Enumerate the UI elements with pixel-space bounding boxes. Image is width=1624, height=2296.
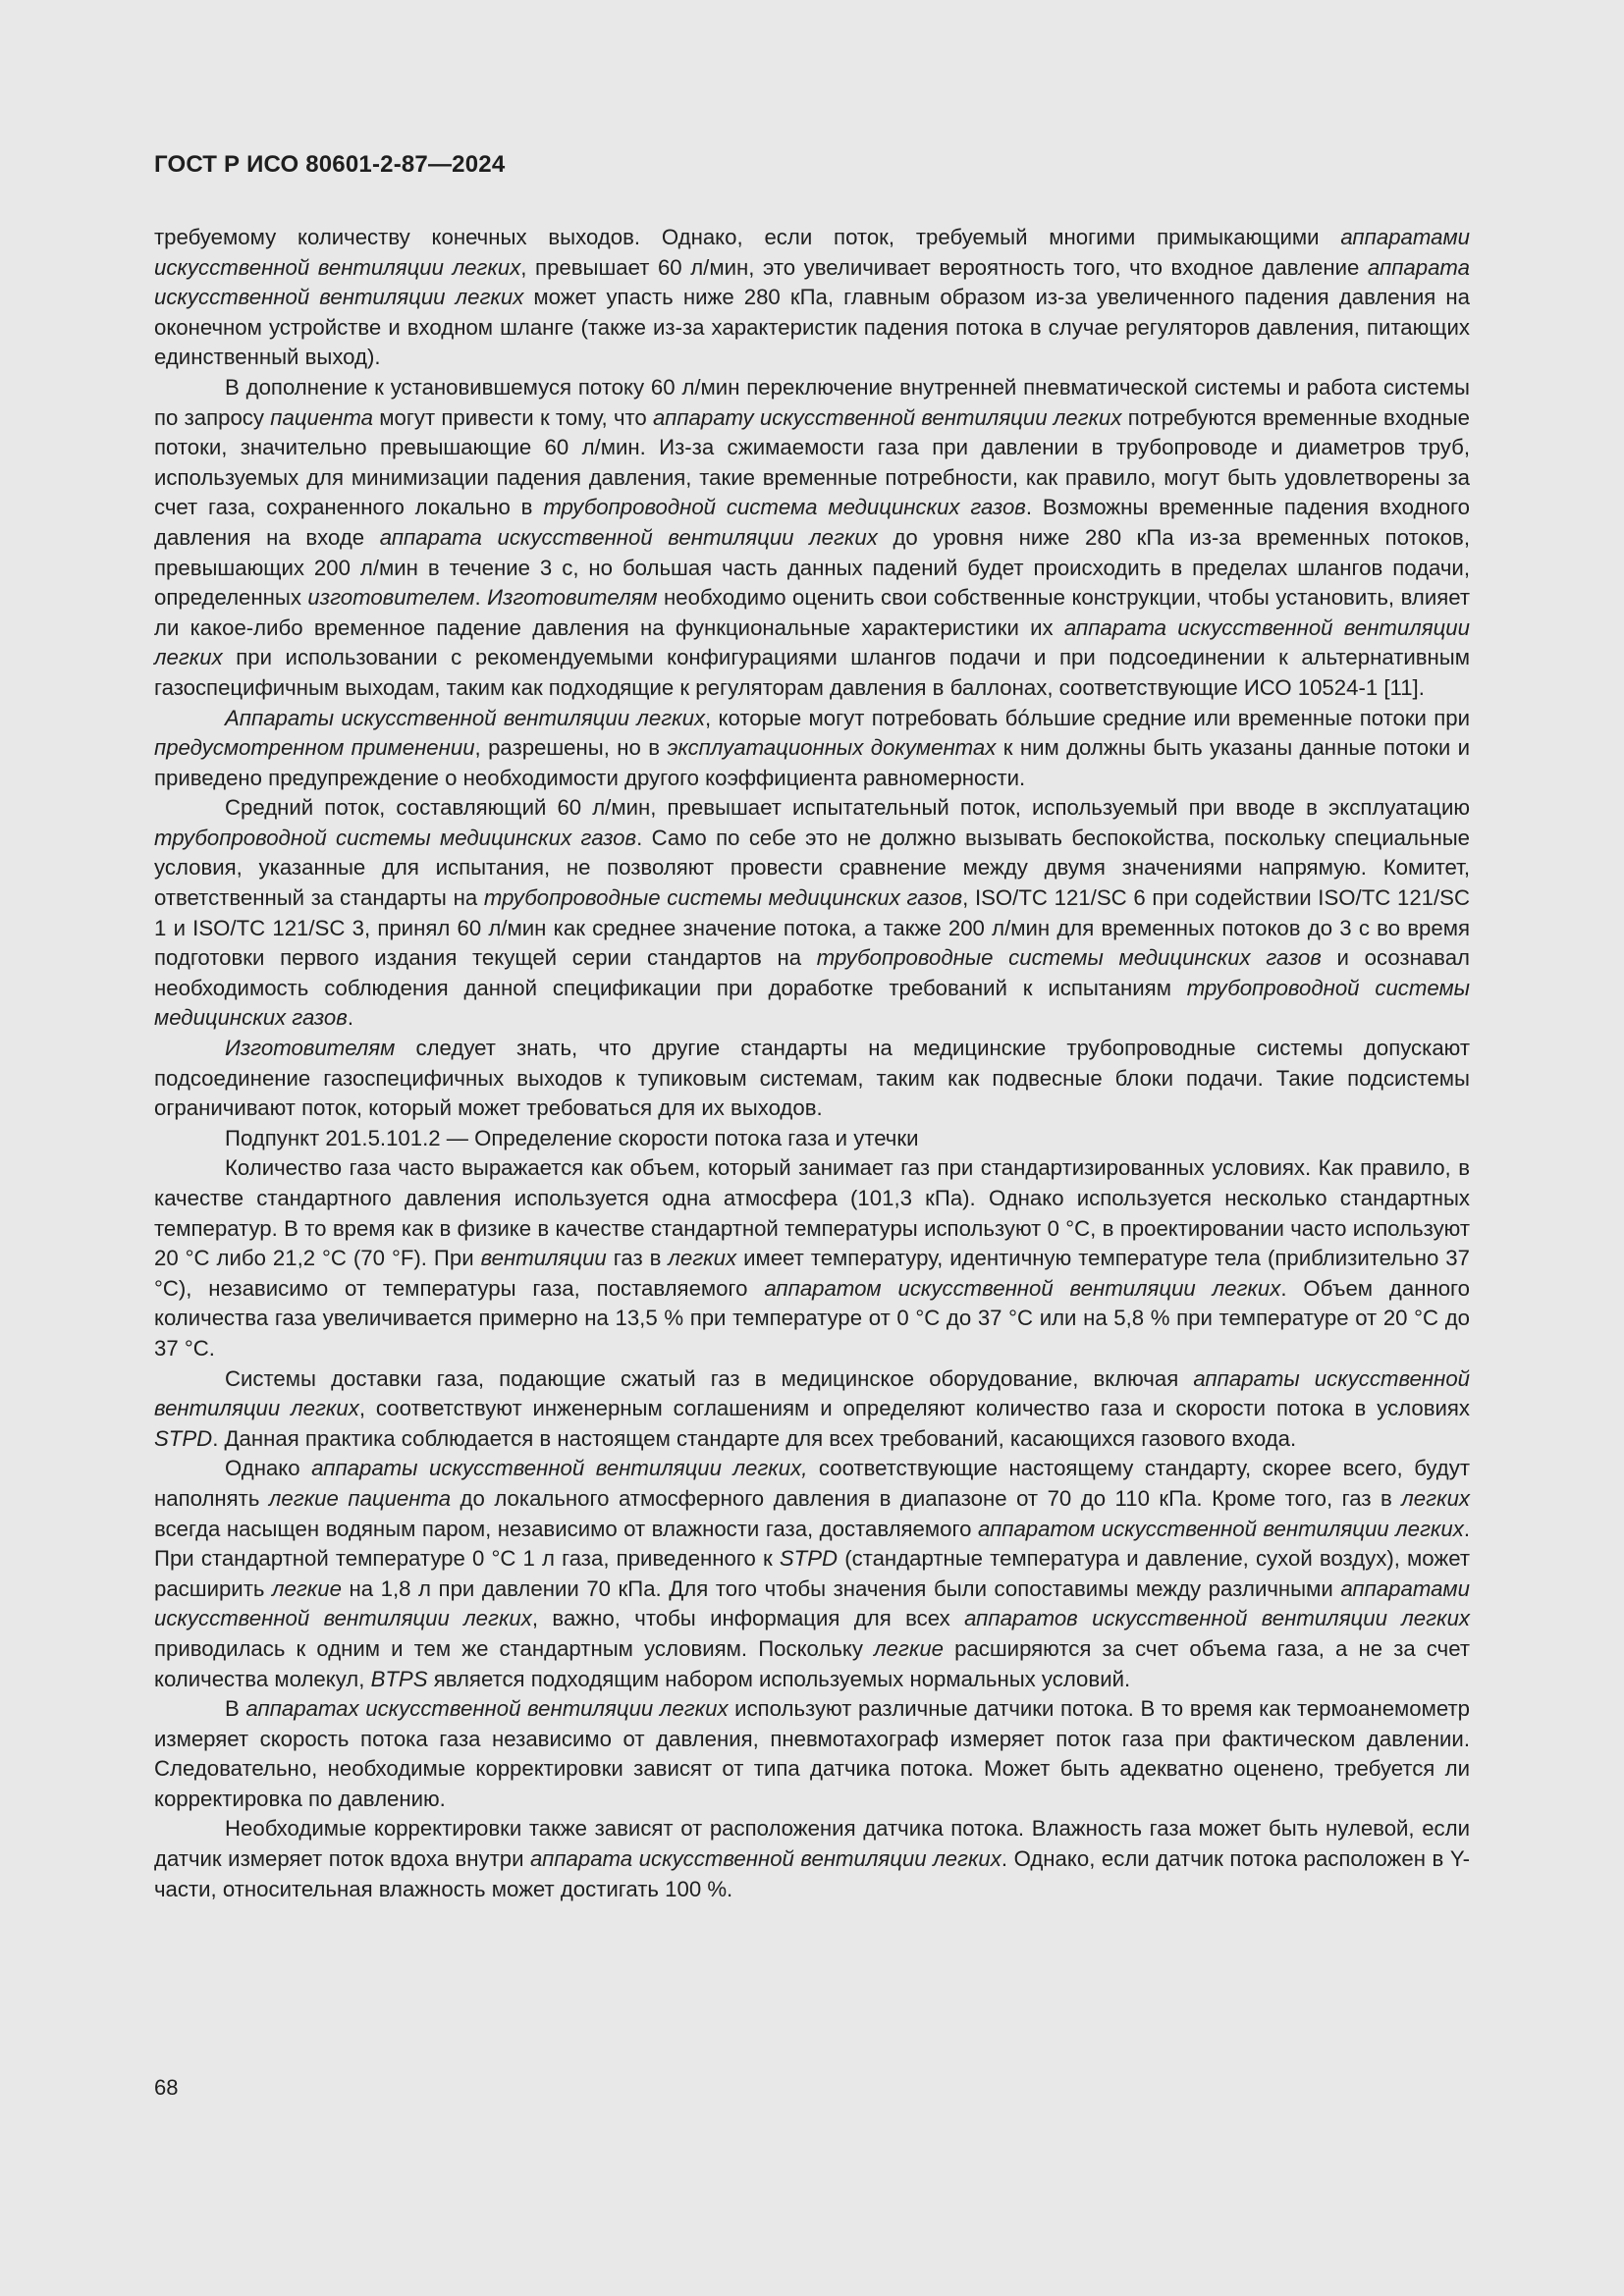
- text-run: В дополнение к установившемуся потоку 60 л/мин переключение внутренней пневматической системы и работа системы по запросу: [154, 374, 1470, 430]
- italic-term: изготовителем: [307, 585, 475, 611]
- text-run: Подпункт 201.5.101.2 — Определение скорости потока газа и утечки: [225, 1125, 919, 1150]
- italic-term: аппарата искусственной вентиляции легких: [530, 1846, 1001, 1872]
- text-run: к ним должны быть указаны данные потоки и приведено предупреждение о необходимости другого коэффициента равномерности.: [154, 735, 1470, 790]
- text-run: . Объем данного количества газа увеличивается примерно на 13,5 % при температуре от 0 °С до 37 °С или на 5,8 % при температуре от 20 °С до 37 °С.: [154, 1275, 1470, 1361]
- italic-term: Аппараты искусственной вентиляции легких: [225, 705, 706, 730]
- text-run: при использовании с рекомендуемыми конфигурациями шлангов подачи и при подсоединении к альтернативным газоспецифичным выходам, таким как подходящие к регуляторам давления в баллонах, соответствующие ИСО 10524-1 [11].: [154, 645, 1470, 700]
- text-run: используют различные датчики потока. В то время как термоанемометр измеряет скорость потока газа независимо от давления, пневмотахограф измеряет поток газа при фактическом давлении. Следовательно, необходимые корректировки зависят от типа датчика потока. Может быть адекватно оценено, требуется ли корректировка по давлению.: [154, 1696, 1470, 1811]
- paragraph: [154, 704, 1470, 794]
- text-run: (стандартные температура и давление, сухой воздух), может расширить: [154, 1546, 1471, 1601]
- italic-term: Изготовителям: [225, 1036, 396, 1061]
- text-run: , соответствуют инженерным соглашениям и определяют количество газа и скорости потока в условиях: [358, 1396, 1470, 1421]
- text-run: требуемому количеству конечных выходов. Однако, если поток, требуемый многими примыкающими: [154, 225, 1341, 249]
- page-number: 68: [154, 2075, 179, 2100]
- italic-term: пациента: [270, 404, 373, 430]
- italic-term: аппарата искусственной вентиляции легких: [154, 614, 1470, 670]
- text-run: Количество газа часто выражается как объем, который занимает газ при стандартизированных условиях. Как правило, в качестве стандартного давления используется одна атмосфера (101,3 кПа). Однако используется несколько стандартных температур. В то время как в физике в качестве стандартной температуры используют 0 °С, в проектировании часто используют 20 °С либо 21,2 °С (70 °F). При: [154, 1155, 1470, 1271]
- document-body: [154, 223, 1470, 1904]
- text-run: следует знать, что другие стандарты на медицинские трубопроводные системы допускают подсоединение газоспецифичных выходов к тупиковым системам, таким как подвесные блоки подачи. Такие подсистемы ограничивают поток, который может требоваться для их выходов.: [154, 1036, 1470, 1121]
- paragraph: [154, 223, 1470, 373]
- text-run: необходимо оценить свои собственные конструкции, чтобы установить, влияет ли какое-либо временное падение давления на функциональные характеристики их: [154, 585, 1470, 640]
- italic-term: STPD: [779, 1546, 839, 1572]
- paragraph: [154, 1814, 1470, 1904]
- italic-term: аппараты искусственной вентиляции легких,: [311, 1456, 808, 1481]
- text-run: . Однако, если датчик потока расположен в Y-части, относительная влажность может достигать 100 %.: [154, 1846, 1470, 1901]
- paragraph: [154, 1034, 1470, 1124]
- text-run: .: [474, 585, 488, 611]
- text-run: , разрешены, но в: [474, 735, 668, 761]
- italic-term: BTPS: [370, 1666, 428, 1691]
- text-run: до локального атмосферного давления в диапазоне от 70 до 110 кПа. Кроме того, газ в: [451, 1485, 1402, 1511]
- italic-term: аппарата искусственной вентиляции легких: [154, 254, 1471, 310]
- italic-term: легких: [1401, 1485, 1471, 1511]
- paragraph: [154, 373, 1470, 704]
- text-run: .: [347, 1005, 354, 1031]
- text-run: до уровня ниже 280 кПа из-за временных потоков, превышающих 200 л/мин в течение 3 с, но большая часть данных падений будет происходить в пределах шлангов подачи, определенных: [154, 524, 1470, 611]
- italic-term: вентиляции: [480, 1246, 607, 1271]
- text-run: потребуются временные входные потоки, значительно превышающие 60 л/мин. Из-за сжимаемости газа при давлении в трубопроводе и диаметров труб, используемых для минимизации падения давления, такие временные потребности, как правило, могут быть удовлетворены за счет газа, сохраненного локально в: [154, 404, 1471, 520]
- paragraph: [154, 1364, 1470, 1455]
- text-run: соответствующие настоящему стандарту, скорее всего, будут наполнять: [154, 1456, 1470, 1511]
- text-run: , важно, чтобы информация для всех: [531, 1606, 965, 1631]
- italic-term: трубопроводной система медицинских газов: [543, 495, 1026, 520]
- text-run: могут привести к тому, что: [372, 404, 654, 430]
- italic-term: трубопроводной системы медицинских газов: [154, 825, 637, 850]
- italic-term: аппарату искусственной вентиляции легких: [653, 404, 1122, 430]
- paragraph: [154, 1124, 1470, 1154]
- text-run: . При стандартной температуре 0 °С 1 л газа, приведенного к: [154, 1516, 1470, 1572]
- text-run: , которые могут потребовать бóльшие средние или временные потоки при: [705, 705, 1470, 730]
- text-run: Средний поток, составляющий 60 л/мин, превышает испытательный поток, используемый при вводе в эксплуатацию: [225, 795, 1470, 821]
- italic-term: легкие: [874, 1635, 944, 1661]
- text-run: имеет температуру, идентичную температуре тела (приблизительно 37 °С), независимо от температуры газа, поставляемого: [154, 1246, 1470, 1301]
- italic-term: трубопроводные системы медицинских газов: [483, 885, 963, 911]
- italic-term: аппараты искусственной вентиляции легких: [154, 1365, 1470, 1421]
- text-run: приводилась к одним и тем же стандартным условиям. Поскольку: [154, 1635, 875, 1661]
- italic-term: эксплуатационных документах: [667, 735, 997, 761]
- text-run: является подходящим набором используемых нормальных условий.: [427, 1666, 1131, 1691]
- text-run: расширяются за счет объема газа, а не за счет количества молекул,: [154, 1635, 1470, 1691]
- paragraph: [154, 793, 1470, 1034]
- italic-term: Изготовителям: [487, 585, 658, 611]
- text-run: газ в: [606, 1246, 669, 1271]
- italic-term: аппаратов искусственной вентиляции легких: [964, 1606, 1470, 1631]
- italic-term: STPD: [154, 1425, 213, 1451]
- text-run: Системы доставки газа, подающие сжатый газ в медицинское оборудование, включая: [225, 1365, 1194, 1391]
- paragraph: [154, 1694, 1470, 1814]
- italic-term: аппарата искусственной вентиляции легких: [379, 524, 878, 550]
- italic-term: аппаратах искусственной вентиляции легких: [245, 1696, 729, 1722]
- italic-term: легкие пациента: [268, 1485, 452, 1511]
- italic-term: легких: [668, 1246, 737, 1271]
- italic-term: трубопроводной системы медицинских газов: [154, 975, 1470, 1031]
- text-run: . Само по себе это не должно вызывать беспокойства, поскольку специальные условия, указанные для испытания, не позволяют провести сравнение между двумя значениями напрямую. Комитет, ответственный за стандарты на: [154, 825, 1471, 911]
- text-run: на 1,8 л при давлении 70 кПа. Для того чтобы значения были сопоставимы между различными: [341, 1575, 1341, 1601]
- italic-term: трубопроводные системы медицинских газов: [816, 945, 1322, 971]
- document-header-title: ГОСТ Р ИСО 80601-2-87—2024: [154, 151, 506, 178]
- text-run: . Данная практика соблюдается в настоящем стандарте для всех требований, касающихся газового входа.: [212, 1425, 1297, 1451]
- paragraph: [154, 1153, 1470, 1363]
- text-run: , ISO/TC 121/SC 6 при содействии ISO/TC 121/SC 1 и ISO/TC 121/SC 3, принял 60 л/мин как среднее значение потока, а также 200 л/мин для временных потоков до 3 с во время подготовки первого издания текущей серии стандартов на: [154, 885, 1470, 971]
- text-run: и осознавал необходимость соблюдения данной спецификации при доработке требований к испытаниям: [154, 945, 1470, 1000]
- text-run: Необходимые корректировки также зависят от расположения датчика потока. Влажность газа может быть нулевой, если датчик измеряет поток вдоха внутри: [154, 1816, 1470, 1872]
- paragraph: [154, 1454, 1470, 1694]
- italic-term: аппаратом искусственной вентиляции легких: [977, 1516, 1464, 1541]
- text-run: , превышает 60 л/мин, это увеличивает вероятность того, что входное давление: [520, 254, 1368, 280]
- italic-term: аппаратами искусственной вентиляции легких: [154, 1575, 1470, 1631]
- italic-term: легкие: [271, 1575, 342, 1601]
- italic-term: аппаратом искусственной вентиляции легких: [764, 1275, 1281, 1301]
- text-run: Однако: [225, 1456, 312, 1481]
- italic-term: предусмотренном применении: [154, 735, 475, 761]
- text-run: может упасть ниже 280 кПа, главным образом из-за увеличенного падения давления на оконечном устройстве и входном шланге (также из-за характеристик падения потока в случае регуляторов давления, питающих единственный выход).: [154, 285, 1470, 370]
- text-run: . Возможны временные падения входного давления на входе: [154, 495, 1470, 550]
- text-run: В: [225, 1696, 246, 1722]
- italic-term: аппаратами искусственной вентиляции легких: [154, 225, 1470, 280]
- text-run: всегда насыщен водяным паром, независимо от влажности газа, доставляемого: [154, 1516, 978, 1541]
